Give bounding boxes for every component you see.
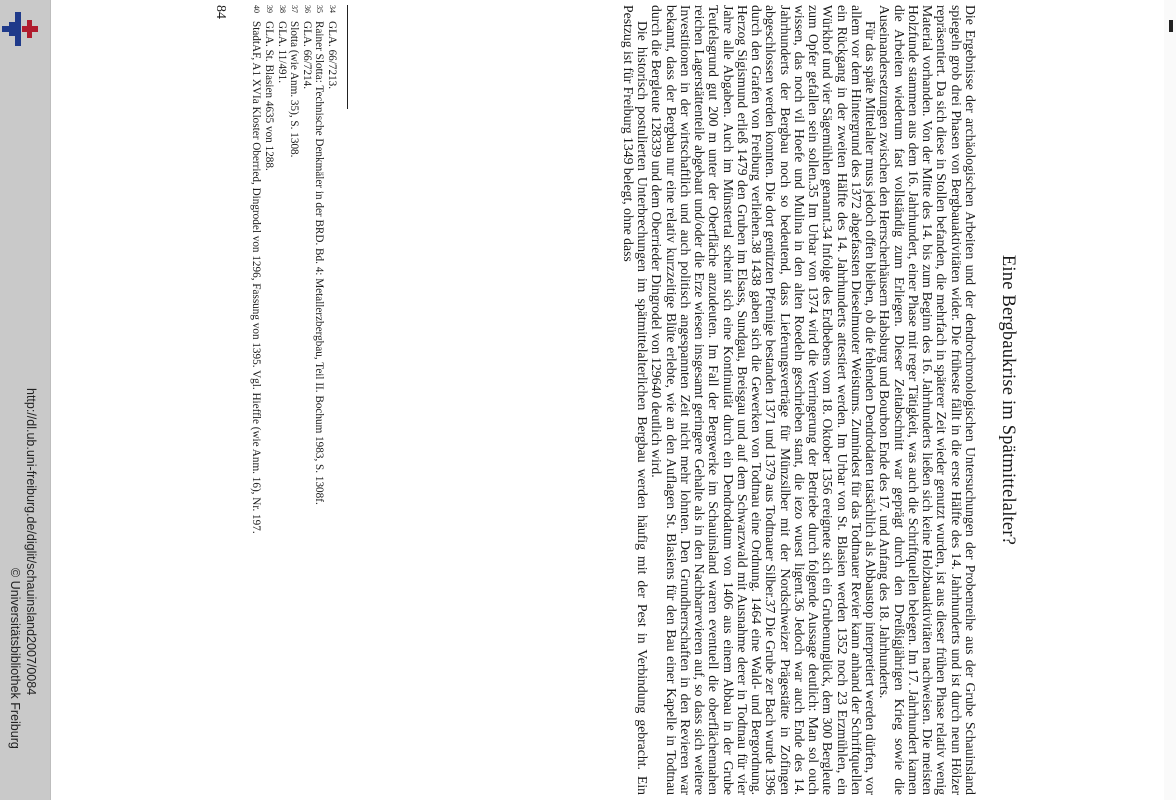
footnote: [275, 5, 288, 795]
page-number: 84: [213, 5, 228, 19]
copyright-notice: © Universitätsbibliothek Freiburg: [8, 568, 22, 749]
university-library-freiburg-logo-icon: [0, 10, 45, 50]
footnote-text: GLA. St. Blasien 4635 von 1288.: [263, 21, 276, 171]
footnote-text: GLA. 66/7213.: [326, 21, 338, 90]
footnote: [250, 5, 263, 795]
footnote-number: 36: [302, 5, 312, 13]
viewer-right-edge: [1164, 0, 1176, 800]
scanned-page: [118, 5, 1018, 795]
document-url-link[interactable]: http://dl.ub.uni-freiburg.de/diglit/schauinsland2007/0084: [24, 388, 38, 696]
footnote-number: 40: [252, 5, 262, 13]
paragraph: Für das späte Mittelalter muss jedoch offen bleiben, ob die fehlenden Dendrodaten tatsächlich als Abbaustop interpretiert werden dürfen, vor allem vor dem Hintergrund des 1372 abgefassten Dieselmuoter Weistums. Zumindest für das Todtnauer Revier kann anhand der Schriftquellen ein Rückgang in der zweiten Hälfte des 14. Jahrhunderts attestiert werden. Im Urbar von St. Blasien werden 1352 noch 23 Erzmühlen, ein Würkhof und vier Sägemühlen genannt.34 Infolge des Erdbebens vom 18. Oktober 1356 ereignete sich ein Grubenunglück, dem 300 Bergleute zum Opfer gefallen sein sollen.35 Im Urbar von 1374 wird die Verringerung der Betriebe durch folgende Aussage deutlich: Man sol ouch wissen, das noch vil Hoefe und Mulina in den alten Roedeln geschrieben stant, die iezo wuest ligent.36 Jedoch war auch Ende des 14. Jahrhunderts der Bergbau noch so bedeutend, dass Lieferungsverträge für Münzsilber mit der Nordschweizer Prägestätte in Zofingen abgeschlossen werden konnten. Die dort genützten Pfennige bestanden 1371 und 1379 aus Todtnauer Silber.37 Die Grube zer Bach wurde 1396 durch den Grafen von Freiburg verliehen.38 1438 gaben sich die Gewerken von Todtnau eine Ordnung. 1464 eine Wald- und Bergordnung. Herzog Sigismund erließ 1479 den Gruben im Elsass, Sundgau, Breisgau und auf dem Schwarzwald mit Ausnahme derer in Todtnau für vier Jahre alle Abgaben. Auch im Münstertal scheint sich eine Kontinuität durch ein Dendrodatum von 1406 aus einem Abbau in der Grube Teufelsgrund gut 200 m unter der Oberfläche anzudeuten. Im Fall der Bergwerke im Schauinsland waren eventuell die oberflächennahen reichen Lagerstättenteile abgebaut und/oder die Erze wiesen insgesamt geringere Gehalte als in den Nachbarrevieren auf, so dass sich weitere Investitionen in der wirtschaftlich und auch politisch angespannten Zeit nicht mehr lohnten. Den Grundherrschaften in den Revieren war bekannt, dass der Bergbau nur eine relativ kurzzeitige Blüte erlebte, wie an den Auflagen St. Blasiens für den Bau einer Kapelle in Todtnau durch die Bergleute 128339 und dem Oberrieder Dingrodel von 129640 deutlich wird.: [649, 5, 879, 795]
edge-mark: [1169, 20, 1173, 32]
footnote-rule: [347, 5, 348, 109]
paragraph: Die historisch postulierten Unterbrechungen im spätmittelalterlichen Bergbau werden häufig mit der Pest in Verbindung gebracht. Ein Pestzug ist für Freiburg 1349 belegt, ohne dass: [621, 5, 651, 795]
footnote-text: StadtAF, A1 XVIa Kloster Oberried, Dingrodel von 1296, Fassung von 1395. Vgl. Hieffle (wie Anm. 16), Nr. 197.: [250, 21, 263, 534]
footnote-text: GLA. 66/7214.: [300, 21, 313, 90]
footnote: [288, 5, 301, 795]
footnote-text: Slotta (wie Anm. 35), S. 1308.: [288, 21, 301, 158]
viewer-sidebar: [0, 0, 51, 800]
footnote-number: 38: [277, 5, 287, 13]
paragraph: Die Ergebnisse der archäologischen Arbeiten und der dendrochronologischen Untersuchungen der Probenreihe aus der Grube Schauinsland spiegeln grob drei Phasen von Bergbauaktivitäten wider. Die früheste fällt in die erste Hälfte des 14. Jahrhunderts und ist durch neun Hölzer repräsentiert. Da sich diese in Stollen befanden, die mehrfach in späterer Zeit wieder genutzt wurden, ist aus dieser frühen Phase relativ wenig Material vorhanden. Von der Mitte des 14. bis zum Beginn des 16. Jahrhunderts ließen sich keine Holzbauaktivitäten nachweisen. Die meisten Holzfunde stammen aus dem 16. Jahrhundert, einer Phase mit reger Tätigkeit, was auch die Schriftquellen belegen. Im 17. Jahrhundert kamen die Arbeiten wiederum fast vollständig zum Erliegen. Dieser Zeitabschnitt war geprägt durch den Dreißigjährigen Krieg sowie die Auseinandersetzungen zwischen den Herrscherhäusern Habsburg und Bourbon Ende des 17. und Anfang des 18. Jahrhunderts.: [877, 5, 978, 795]
footnote-number: 34: [328, 5, 337, 13]
footnote-number: 39: [265, 5, 275, 13]
footnote: [325, 5, 338, 795]
running-head: Eine Bergbaukrise im Spätmittelalter?: [998, 254, 1018, 546]
footnote-text: Rainer Slotta: Technische Denkmäler in der BRD. Bd. 4: Metallerzbergbau, Teil II. Bochum 1983, S. 1308f.: [313, 21, 326, 505]
footnote: [313, 5, 326, 795]
body-text: [621, 5, 977, 795]
footnote: [300, 5, 313, 795]
footnotes: [250, 5, 338, 795]
footnote-number: 35: [315, 5, 325, 13]
footnote: [262, 5, 275, 795]
footnote-text: GLA. 11/491.: [275, 21, 288, 84]
footnote-number: 37: [290, 5, 300, 13]
